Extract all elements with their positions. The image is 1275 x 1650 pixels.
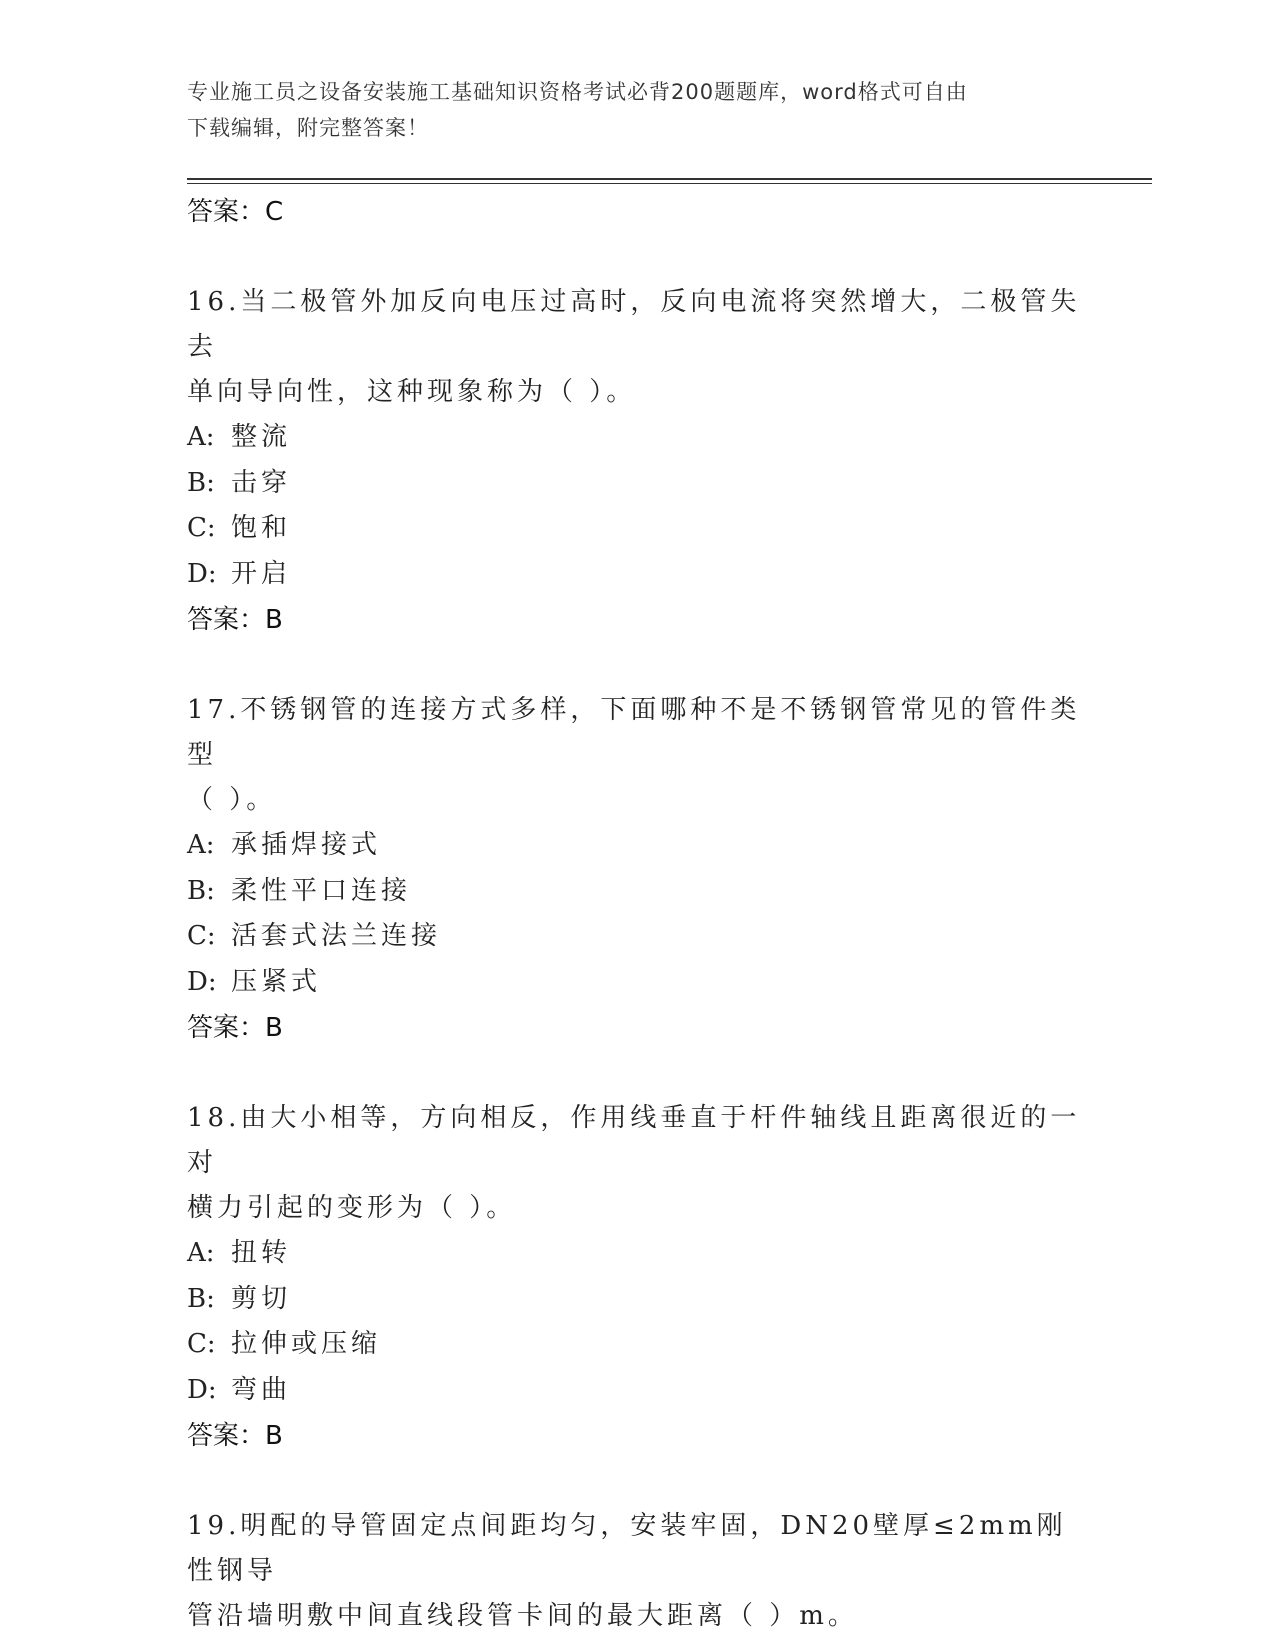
question-17: [187, 688, 1087, 1051]
header-rule-thick: [187, 178, 1152, 180]
option-d: [187, 1368, 1087, 1414]
option-c: [187, 1322, 1087, 1368]
spacer: [187, 1051, 1087, 1096]
option-text: 剪切: [231, 1283, 292, 1314]
option-text: 拉伸或压缩: [231, 1329, 382, 1359]
question-stem-line: 18.由大小相等，方向相反，作用线垂直于杆件轴线且距离很近的一对: [187, 1103, 1081, 1178]
spacer: [187, 1459, 1087, 1504]
page-header: [187, 74, 1067, 146]
option-text: 扭转: [231, 1238, 292, 1268]
question-stem-line: 单向导向性，这种现象称为（ ）。: [187, 377, 637, 407]
header-line-1: 专业施工员之设备安装施工基础知识资格考试必背200题题库，word格式可自由: [187, 80, 968, 104]
option-c: [187, 914, 1087, 960]
option-letter: B:: [187, 467, 215, 498]
option-letter: A:: [187, 830, 215, 860]
question-stem: [187, 1096, 1087, 1231]
spacer: [187, 643, 1087, 688]
answer-line: 答案：B: [187, 605, 283, 635]
question-stem: [187, 1504, 1087, 1639]
question-stem-line: 横力引起的变形为（ ）。: [187, 1193, 517, 1223]
previous-answer: 答案：C: [187, 197, 284, 227]
question-18: [187, 1096, 1087, 1459]
answer-line: 答案：B: [187, 1421, 283, 1451]
option-letter: B:: [187, 1283, 215, 1314]
option-text: 饱和: [231, 513, 292, 543]
option-letter: A:: [187, 1238, 215, 1268]
option-text: 开启: [231, 558, 292, 589]
option-text: 弯曲: [231, 1374, 292, 1405]
question-stem-line: （ ）。: [187, 785, 277, 815]
option-letter: C:: [187, 1329, 216, 1359]
header-rule-thin: [187, 183, 1152, 184]
question-19: [187, 1504, 1087, 1639]
question-stem: [187, 280, 1087, 415]
option-text: 压紧式: [231, 966, 322, 997]
option-text: 整流: [231, 422, 292, 452]
question-stem-line: 17.不锈钢管的连接方式多样，下面哪种不是不锈钢管常见的管件类型: [187, 695, 1081, 770]
header-line-2: 下载编辑，附完整答案！: [187, 116, 429, 140]
option-a: [187, 1231, 1087, 1277]
option-letter: D:: [187, 966, 217, 997]
option-letter: A:: [187, 422, 215, 452]
spacer: [187, 235, 1087, 280]
option-text: 承插焊接式: [231, 830, 382, 860]
option-b: [187, 1277, 1087, 1323]
option-b: [187, 869, 1087, 915]
option-text: 活套式法兰连接: [231, 921, 442, 951]
option-a: [187, 415, 1087, 461]
option-text: 柔性平口连接: [231, 875, 412, 906]
question-16: [187, 280, 1087, 643]
option-b: [187, 461, 1087, 507]
option-c: [187, 506, 1087, 552]
option-letter: D:: [187, 558, 217, 589]
option-text: 击穿: [231, 467, 292, 498]
option-letter: D:: [187, 1374, 217, 1405]
question-list: [187, 189, 1087, 1639]
question-stem-line: 16.当二极管外加反向电压过高时，反向电流将突然增大，二极管失去: [187, 287, 1081, 362]
question-stem: [187, 688, 1087, 823]
question-stem-line: 19.明配的导管固定点间距均匀，安装牢固，DN20壁厚≤2mm刚性钢导: [187, 1511, 1067, 1586]
option-letter: C:: [187, 921, 216, 951]
option-d: [187, 960, 1087, 1006]
option-d: [187, 552, 1087, 598]
option-letter: B:: [187, 875, 215, 906]
answer-line: 答案：B: [187, 1013, 283, 1043]
question-stem-line: 管沿墙明敷中间直线段管卡间的最大距离（ ）m。: [187, 1601, 858, 1631]
option-a: [187, 823, 1087, 869]
option-letter: C:: [187, 513, 216, 543]
